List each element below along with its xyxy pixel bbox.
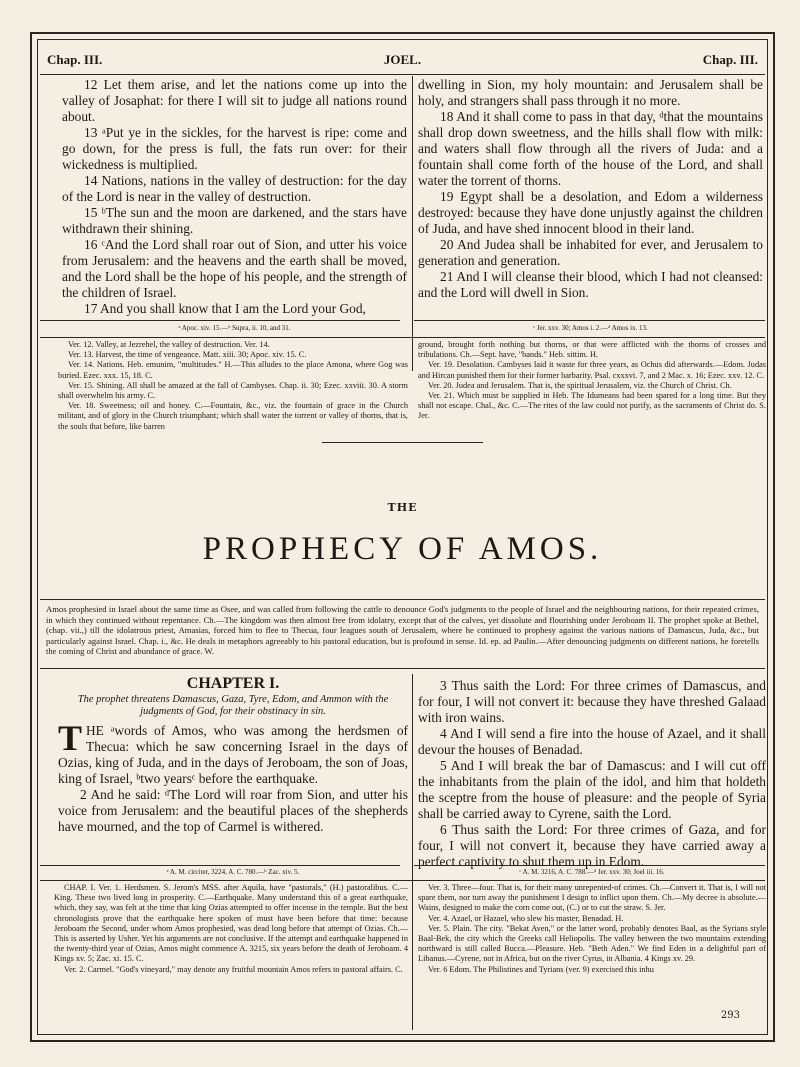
note: Ver. 19. Desolation. Cambyses laid it waste for three years, as Ochus did afterwards.—Edom. Judas and Hircan punished them for their former barbarity. Psal. cxxxvi. 7, and 2 Mac. x. 16; Ezec. xxv. 12. C. xyxy=(418,360,766,380)
verse: dwelling in Sion, my holy mountain: and Jerusalem shall be holy, and strangers shall pass through it no more. xyxy=(418,77,763,108)
header-rule xyxy=(40,74,765,75)
note: Ver. 20. Judea and Jerusalem. That is, the spiritual Jerusalem, viz. the Church of Christ. Ch. xyxy=(428,380,732,390)
notes-rule xyxy=(40,337,765,338)
note: Ver. 4. Azael, or Hazael, who slew his master, Benadad. H. xyxy=(428,913,624,923)
notes-rule xyxy=(40,880,765,881)
book-title: PROPHECY OF AMOS. xyxy=(202,531,603,567)
note: ground, brought forth nothing but thorns, or that were afflicted with the thorns of crosses and tribulations. Ch.—Sept. have, "bands." Heb. sittim. H. xyxy=(418,340,766,360)
verse-1-text: HE ᵃwords of Amos, who was among the herdsmen of Thecua: which he saw concerning Israel in the days of Ozias, king of Juda, and in the days of Jeroboam, the son of Joas, king of Israel, ᵇtwo yearsᶜ before the earthquake. xyxy=(58,723,408,786)
title-prefix: THE xyxy=(387,501,418,514)
chapter-heading: CHAPTER I. xyxy=(186,675,280,692)
footnote-rule xyxy=(40,320,400,321)
note: Ver. 21. Which must be supplied in Heb. The Idumeans had been spared for a long time. But they shall not escape. Chal., &c. C.—The rites of the law could not purify, as the sacraments of Christ do. S. Jer. xyxy=(418,391,766,421)
running-header xyxy=(47,52,758,70)
verse: 14 Nations, nations in the valley of destruction: for the day of the Lord is near in the valley of destruction. xyxy=(62,173,407,204)
joel-left-column xyxy=(62,77,407,317)
verse-2: 2 And he said: ᵈThe Lord will roar from Sion, and utter his voice from Jerusalem: and the beautiful places of the shepherds have mourned, and the top of Carmel is withered. xyxy=(58,787,408,834)
page-number: 293 xyxy=(720,1010,740,1021)
verse: 16 ᶜAnd the Lord shall roar out of Sion, and utter his voice from Jerusalem: and the heavens and the earth shall be moved, and the Lord shall be the hope of his people, and the strength of the children of Israel. xyxy=(62,237,407,300)
amos-right-column xyxy=(418,678,766,870)
note: Ver. 6 Edom. The Philistines and Tyrians (ver. 9) exercised this inhu xyxy=(428,964,654,974)
joel-notes-right xyxy=(418,340,766,422)
joel-notes-left xyxy=(58,340,408,432)
footnote-right: ᶜ Jer. xxv. 30; Amos i. 2.—ᵈ Amos ix. 13. xyxy=(533,324,648,332)
footnote-rule xyxy=(414,320,765,321)
book-introduction: Amos prophesied in Israel about the same time as Osee, and was called from following the cattle to denounce God's judgments to the people of Israel and the neighbouring nations, for their repeated crimes, in which they continued without repentance. Ch.—The kingdom was then almost free from idolatry, except that of the calves, yet dissolute and flourishing under Jeroboam II. The prophet spoke at Bethel, (chap. vii.,) till the idolatrous priest, Amasias, forced him to flee to Thecua, four leagues south of Jerusalem, where he continued to prophesy against the various nations of Damascus, Juda, &c., but particularly against Israel. Chap. i., &c. He deals in metaphors agreeably to his pastoral education, but is profound in sense. Id. ep. ad Paulin.—After denouncing judgments on different nations, he foretells the coming of Christ and abundance of grace. W. xyxy=(46,604,759,657)
section-divider xyxy=(322,442,483,443)
header-chapter-right: Chap. III. xyxy=(702,52,758,67)
amos-left-column xyxy=(58,676,408,835)
column-divider xyxy=(412,880,413,1030)
verse: 21 And I will cleanse their blood, which I had not cleansed: and the Lord will dwell in Sion. xyxy=(418,269,763,300)
verse: 6 Thus saith the Lord: For three crimes of Gaza, and for four, I will not convert it, because they have carried away a perfect captivity to shut them up in Edom. xyxy=(418,822,766,869)
drop-cap: T xyxy=(58,718,83,758)
footnote-left: ᵃ Apoc. xiv. 15.—ᵇ Supra, ii. 10, and 31. xyxy=(178,324,291,332)
note: CHAP. I. Ver. 1. Herdsmen. S. Jerom's MSS. after Aquila, have "pastorals," (H.) pastoralibus. C.—King. These two lived long in prosperity. C.—Earthquake. Many understand this of a great earthquake, which, they say, was felt at the time that king Ozias attempted to offer incense in the temple. But the best chronologists prove that the earthquake here spoken of must have been before that time: because Jeroboam the Second, under whom Amos prophesied, was dead long before that attempt of Ozias. Ch.—This is asserted by Usher. Yet his arguments are not conclusive. If the attempt and earthquake happened in the twenty-third year of Ozias, Amos might commence A. 3215, six years before the death of Jeroboam. 4 Kings xv. 5; Zac. xi. 15. C. xyxy=(54,883,408,964)
verse: 4 And I will send a fire into the house of Azael, and it shall devour the houses of Benadad. xyxy=(418,726,766,757)
note: Ver. 5. Plain. The city. "Bekat Aven," or the latter word, probably denotes Baal, as the Syrians style Baal-Bek, the city which the Greeks call Heliopolis. The valley between the two mountains extending northward is still called Bucca.—Pleasure. Heb. "Beth Aden." We find Eden in a delightful part of Libanus.—Cyrene, not in Africa, but on the river Cyrus, in Albania. 4 Kings xv. 29. xyxy=(418,923,766,964)
intro-rule xyxy=(40,668,765,669)
verse-1 xyxy=(58,718,408,787)
note: Ver. 13. Harvest, the time of vengeance. Matt. xiii. 30; Apoc. xiv. 15. C. xyxy=(68,350,307,360)
note: Ver. 12. Valley, at Jezrehel, the valley of destruction. Ver. 14. xyxy=(68,340,270,349)
verse: 12 Let them arise, and let the nations come up into the valley of Josaphat: for there I will sit to judge all nations round about. xyxy=(62,77,407,124)
footnote-right: ᶜ A. M. 3216, A. C. 788.—ᵈ Jer. xxv. 30; Joel iii. 16. xyxy=(519,868,665,876)
verse: 13 ᵃPut ye in the sickles, for the harvest is ripe: come and go down, for the press is full, the fats run over: for their wickedness is multiplied. xyxy=(62,125,407,172)
amos-notes-left xyxy=(54,883,408,975)
note: Ver. 18. Sweetness; oil and honey. C.—Fountain, &c., viz. the fountain of grace in the Church militant, and of glory in the Church triumphant; which shall water the torrent or valley of thorns, that is, the souls that before, like barren xyxy=(58,401,408,431)
column-divider xyxy=(412,76,413,371)
verse: 5 And I will break the bar of Damascus: and I will cut off the inhabitants from the plain of the idol, and him that holdeth the sceptre from the house of pleasure: and the people of Syria shall be carried away to Cyrene, saith the Lord. xyxy=(418,758,766,821)
header-book-title: JOEL. xyxy=(383,52,422,67)
note: Ver. 2. Carmel. "God's vineyard," may denote any fruitful mountain Amos refers to pastoral affairs. C. xyxy=(64,964,403,974)
chapter-summary: The prophet threatens Damascus, Gaza, Tyre, Edom, and Ammon with the judgments of God, for their obstinacy in sin. xyxy=(77,694,389,717)
amos-notes-right xyxy=(418,883,766,975)
page-frame xyxy=(30,32,775,1042)
verse: 20 And Judea shall be inhabited for ever, and Jerusalem to generation and generation. xyxy=(418,237,763,268)
verse: 19 Egypt shall be a desolation, and Edom a wilderness destroyed: because they have done unjustly against the children of Juda, and have shed innocent blood in their land. xyxy=(418,189,763,236)
verse: 3 Thus saith the Lord: For three crimes of Damascus, and for four, I will not convert it: because they have threshed Galaad with iron wains. xyxy=(418,678,766,725)
verse: 18 And it shall come to pass in that day, ᵈthat the mountains shall drop down sweetness, and the hills shall flow with milk: and waters shall flow through all the rivers of Juda: and a fountain shall come forth of the house of the Lord, and shall water the torrent of thorns. xyxy=(418,109,763,188)
note: Ver. 14. Nations. Heb. emunim, "multitudes." H.—This alludes to the place Amona, where Gog was buried. Ezec. xxx. 15, 18. C. xyxy=(58,360,408,380)
verse: 17 And you shall know that I am the Lord your God, xyxy=(84,301,366,316)
note: Ver. 3. Three—four. That is, for their many unrepented-of crimes. Ch.—Convert it. That is, I will not spare them, nor turn away the punishment I design to inflict upon them. Ch.—My decree is absolute.—Wains, designed to make the corn come out, (C.) or to cut the straw. S. Jer. xyxy=(418,883,766,913)
title-rule xyxy=(40,599,765,600)
joel-right-column xyxy=(418,77,763,301)
footnote-left: ᵃ A. M. circiter, 3224, A. C. 780.—ᵇ Zac. xiv. 5. xyxy=(166,868,300,876)
note: Ver. 15. Shining. All shall be amazed at the fall of Cambyses. Chap. ii. 30; Ezec. xxviii. 30. A storm shall overwhelm his army. C. xyxy=(58,380,408,401)
footnote-rule xyxy=(40,865,400,866)
header-chapter-left: Chap. III. xyxy=(47,52,103,67)
column-divider xyxy=(412,674,413,899)
footnote-rule xyxy=(414,865,765,866)
verse: 15 ᵇThe sun and the moon are darkened, and the stars have withdrawn their shining. xyxy=(62,205,407,236)
